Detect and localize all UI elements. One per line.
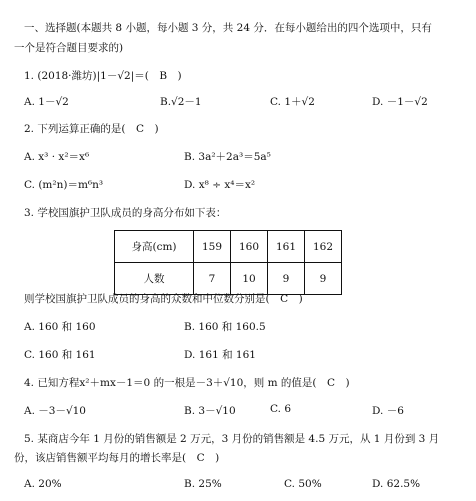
question-1-option-c: C. 1＋√2 [270, 96, 315, 108]
table-header-cell: 159 [194, 231, 231, 263]
question-3-stem: 3. 学校国旗护卫队成员的身高分布如下表： [24, 207, 227, 219]
question-3-option-b: B. 160 和 160.5 [184, 321, 266, 333]
table-header-cell: 160 [231, 231, 268, 263]
table-header-cell: 身高(cm) [115, 231, 194, 263]
question-2-option-a: A. x³ · x²＝x⁶ [24, 151, 90, 163]
table-row [115, 231, 342, 263]
section-heading-line2: 一个是符合题目要求的) [14, 42, 124, 54]
question-3-option-d: D. 161 和 161 [184, 349, 256, 361]
table-row [115, 263, 342, 295]
question-2-stem: 2. 下列运算正确的是( C ) [24, 123, 159, 135]
table-header-cell: 162 [305, 231, 342, 263]
height-distribution-table [114, 230, 342, 295]
question-5-stem-line1: 5. 某商店今年 1 月份的销售额是 2 万元，3 月份的销售额是 4.5 万元，从 1 月份到 3 月 [24, 433, 440, 445]
question-5-option-b: B. 25% [184, 478, 222, 490]
question-2-option-d: D. x⁸ ÷ x⁴＝x² [184, 179, 256, 191]
question-4-option-b: B. 3－√10 [184, 405, 236, 417]
table-header-cell: 161 [268, 231, 305, 263]
table-cell: 人数 [115, 263, 194, 295]
question-5-option-d: D. 62.5% [372, 478, 421, 490]
question-4-option-a: A. －3－√10 [24, 405, 86, 417]
table-cell: 9 [268, 263, 305, 295]
question-3-option-a: A. 160 和 160 [24, 321, 96, 333]
question-3-option-c: C. 160 和 161 [24, 349, 96, 361]
section-heading-line1: 一、选择题(本题共 8 小题，每小题 3 分，共 24 分．在每小题给出的四个选项中，只有 [24, 22, 432, 34]
table-cell: 7 [194, 263, 231, 295]
question-5-stem-line2: 份，该店销售额平均每月的增长率是( C ) [14, 452, 220, 464]
question-4-stem: 4. 已知方程x²＋mx－1＝0 的一根是－3＋√10，则 m 的值是( C ) [24, 377, 350, 389]
question-5-option-c: C. 50% [284, 478, 322, 490]
table-cell: 9 [305, 263, 342, 295]
question-2-option-c: C. (m²n)＝m⁶n³ [24, 179, 104, 191]
question-4-option-d: D. －6 [372, 405, 404, 417]
question-1-option-b: B.√2－1 [160, 96, 202, 108]
question-2-option-b: B. 3a²＋2a³＝5a⁵ [184, 151, 271, 163]
question-5-option-a: A. 20% [24, 478, 62, 490]
question-4-option-c: C. 6 [270, 403, 292, 415]
question-1-option-a: A. 1－√2 [24, 96, 69, 108]
question-3-question: 则学校国旗护卫队成员的身高的众数和中位数分别是( C ) [24, 293, 303, 305]
table-cell: 10 [231, 263, 268, 295]
question-1-stem: 1. (2018·潍坊)|1－√2|＝( B ) [24, 70, 182, 82]
question-1-option-d: D. －1－√2 [372, 96, 428, 108]
